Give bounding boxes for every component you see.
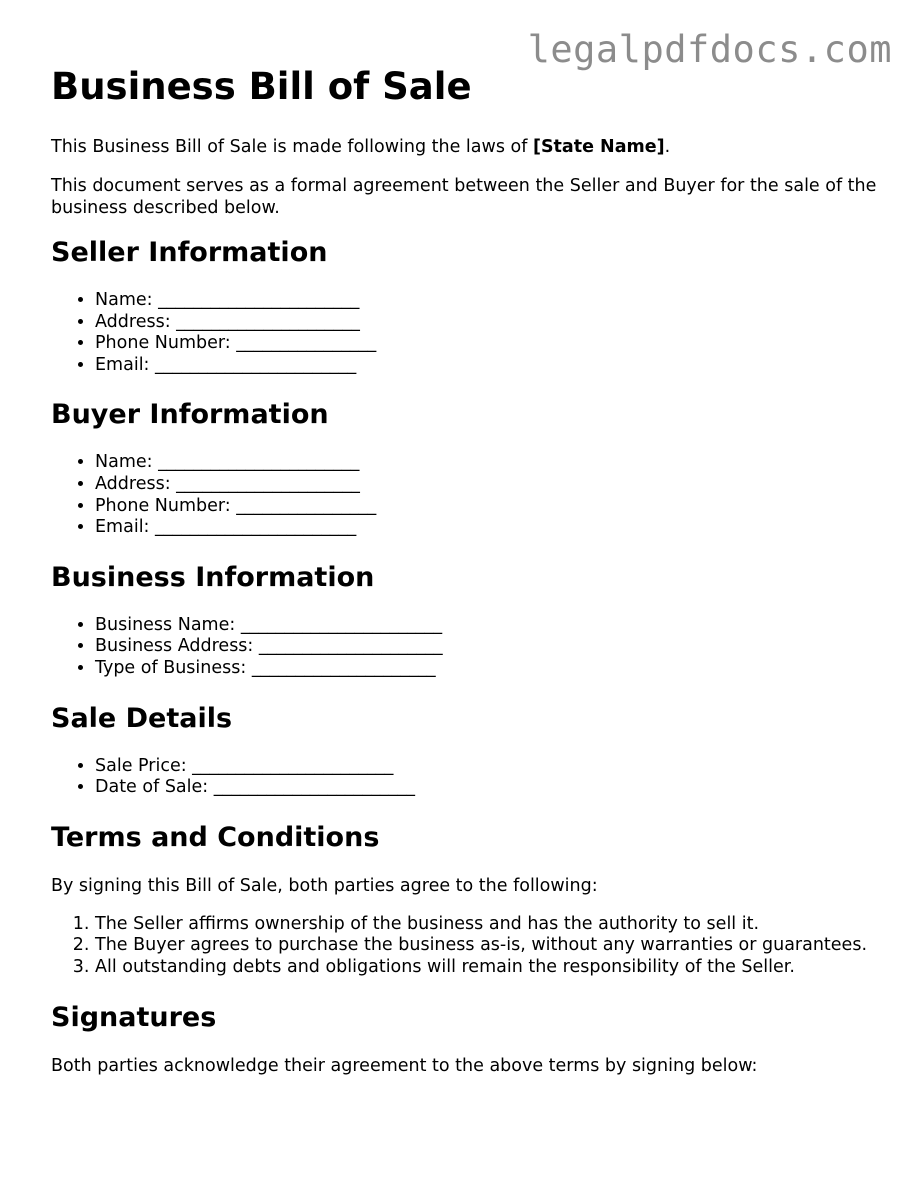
buyer-phone-field: • Phone Number: ________________: [95, 496, 886, 518]
seller-name-field: • Name: _______________________: [95, 290, 886, 312]
buyer-heading: Buyer Information: [51, 399, 329, 431]
intro-paragraph: [51, 136, 886, 158]
document-page: [51, 64, 886, 1094]
seller-phone-field: • Phone Number: ________________: [95, 333, 886, 355]
signatures-text: Both parties acknowledge their agreement to the above terms by signing below:: [51, 1055, 758, 1076]
terms-list: [51, 914, 886, 979]
sale-list: [51, 756, 886, 799]
watermark: legalpdfdocs.com: [527, 28, 892, 71]
buyer-address-field: • Address: _____________________: [95, 474, 886, 496]
term-item: 2. The Buyer agrees to purchase the business as-is, without any warranties or guarantees.: [95, 935, 886, 957]
terms-heading: Terms and Conditions: [51, 821, 380, 853]
sale-price-field: • Sale Price: _______________________: [95, 756, 886, 778]
business-list: [51, 615, 886, 680]
page-title: Business Bill of Sale: [51, 65, 472, 108]
seller-email-field: • Email: _______________________: [95, 355, 886, 377]
sale-heading: Sale Details: [51, 702, 233, 734]
terms-intro: By signing this Bill of Sale, both parties agree to the following:: [51, 875, 598, 896]
signatures-heading: Signatures: [51, 1001, 217, 1033]
business-type-field: • Type of Business: _____________________: [95, 658, 886, 680]
purpose-paragraph: This document serves as a formal agreement between the Seller and Buyer for the sale of the business described below.: [51, 176, 877, 218]
term-item: 3. All outstanding debts and obligations will remain the responsibility of the Seller.: [95, 957, 886, 979]
sale-date-field: • Date of Sale: _______________________: [95, 777, 886, 799]
buyer-list: [51, 452, 886, 538]
buyer-name-field: • Name: _______________________: [95, 452, 886, 474]
intro-prefix: This Business Bill of Sale is made following the laws of: [51, 137, 533, 157]
seller-heading: Seller Information: [51, 237, 328, 268]
business-heading: Business Information: [51, 561, 375, 593]
business-address-field: • Business Address: _____________________: [95, 636, 886, 658]
buyer-email-field: • Email: _______________________: [95, 517, 886, 539]
seller-address-field: • Address: _____________________: [95, 312, 886, 334]
term-item: 1. The Seller affirms ownership of the business and has the authority to sell it.: [95, 914, 886, 936]
intro-suffix: .: [664, 137, 671, 157]
business-name-field: • Business Name: _______________________: [95, 615, 886, 637]
state-name-placeholder: [State Name]: [532, 137, 665, 157]
seller-list: [51, 290, 886, 376]
